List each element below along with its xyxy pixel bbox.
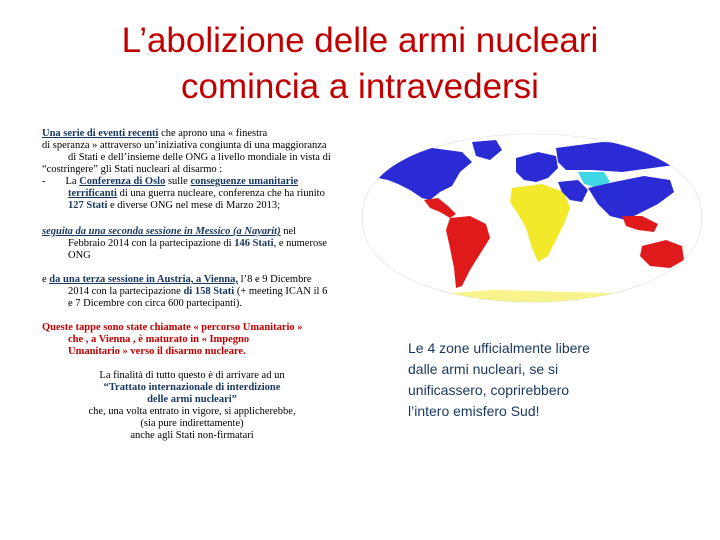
austria-text-3: (+ meeting ICAN il 6 xyxy=(234,286,328,297)
finalita-line-4: che, una volta entrato in vigore, si applicherebbe, xyxy=(88,406,296,417)
oslo-text-4: e diverse ONG nel mese di Marzo 2013; xyxy=(107,200,280,211)
oslo-states-count: 127 Stati xyxy=(68,200,108,211)
map-new-zealand xyxy=(690,264,698,278)
oslo-text-2: sulle xyxy=(165,176,191,187)
mexico-text-4: ONG xyxy=(68,250,91,261)
intro-text-2: di speranza » attraverso un’iniziativa congiunta di una maggioranza xyxy=(42,140,327,151)
oslo-consequences: conseguenze umanitarie xyxy=(190,176,299,187)
title-line-2: comincia a intravedersi xyxy=(181,67,539,106)
mexico-paragraph xyxy=(42,226,362,262)
finalita-line-1: La finalità di tutto questo è di arrivare ad un xyxy=(99,370,285,381)
oslo-dash: - xyxy=(42,176,46,187)
finalita-line-6: anche agli Stati non-firmatari xyxy=(130,430,254,441)
austria-text-4: e 7 Dicembre con circa 600 partecipanti). xyxy=(68,298,243,309)
mexico-text-3: , e numerose xyxy=(273,238,327,249)
austria-states-count: di 158 Stati xyxy=(183,286,235,297)
title-line-1: L’abolizione delle armi nucleari xyxy=(121,21,599,60)
tappe-line-3: Umanitario » verso il disarmo nucleare. xyxy=(68,346,246,357)
intro-paragraph xyxy=(42,128,362,176)
finalita-line-5: (sia pure indirettamente) xyxy=(140,418,244,429)
oslo-text-1: La xyxy=(65,176,80,187)
mexico-text-1: nel xyxy=(280,226,297,237)
world-map-image xyxy=(352,128,712,308)
note-line-3: unificassero, coprirebbero xyxy=(408,382,570,398)
oslo-terrificanti: terrificanti xyxy=(68,188,117,199)
note-line-2: dalle armi nucleari, se si xyxy=(408,361,559,377)
intro-text-4: “costringere” gli Stati nucleari al disarmo : xyxy=(42,164,223,175)
austria-text-2: 2014 con la partecipazione xyxy=(68,286,184,297)
mexico-lead: seguita da una seconda sessione in Messico (a Nayarit) xyxy=(42,226,281,237)
austria-text-1: l’8 e 9 Dicembre xyxy=(238,274,312,285)
intro-text-3: di Stati e dell’insieme delle ONG a livello mondiale in vista di xyxy=(68,152,331,163)
finalita-paragraph xyxy=(62,370,322,442)
austria-lead: da una terza sessione in Austria, a Vienna, xyxy=(49,274,239,285)
finalita-line-2: “Trattato internazionale di interdizione xyxy=(103,382,281,393)
oslo-conference: Conferenza di Oslo xyxy=(79,176,166,187)
note-line-4: l’intero emisfero Sud! xyxy=(408,403,540,419)
tappe-line-2: che , a Vienna , è maturato in « Impegno xyxy=(68,334,250,345)
mexico-text-2: Febbraio 2014 con la partecipazione di xyxy=(68,238,235,249)
note-line-1: Le 4 zone ufficialmente libere xyxy=(408,340,590,356)
tappe-line-1: Queste tappe sono state chiamate « percorso Umanitario » xyxy=(42,322,303,333)
oslo-paragraph xyxy=(42,176,362,212)
austria-pre: e xyxy=(42,274,50,285)
finalita-line-3: delle armi nucleari” xyxy=(147,394,237,405)
tappe-paragraph xyxy=(42,322,362,358)
austria-paragraph xyxy=(42,274,362,310)
mexico-states-count: 146 Stati xyxy=(234,238,274,249)
intro-lead: Una serie di eventi recenti xyxy=(42,128,159,139)
intro-text-1: che aprono una « finestra xyxy=(158,128,268,139)
page-title xyxy=(40,18,680,110)
southern-hemisphere-note xyxy=(408,338,658,422)
oslo-text-3: di una guerra nucleare, conferenza che ha riunito xyxy=(116,188,325,199)
